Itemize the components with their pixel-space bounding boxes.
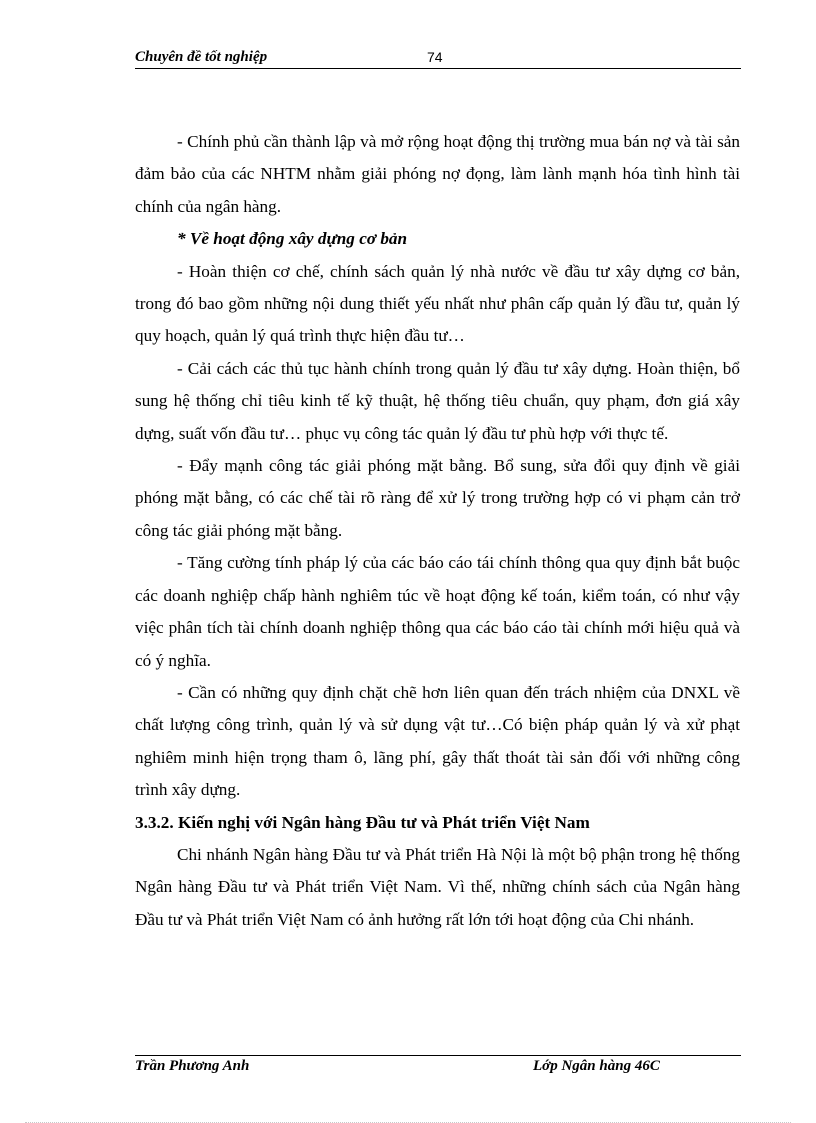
author-name: Trần Phương Anh	[135, 1058, 250, 1074]
class-name: Lớp Ngân hàng 46C	[533, 1058, 660, 1074]
page-footer	[135, 1055, 741, 1076]
paragraph: - Cần có những quy định chặt chẽ hơn liên quan đến trách nhiệm của DNXL về chất lượng công trình, quản lý và sử dụng vật tư…Có biện pháp quản lý và xử phạt nghiêm minh hiện trọng tham ô, lãng phí, gây thất thoát tài sản đối với những công trình xây dựng.	[135, 682, 740, 800]
paragraph: - Hoàn thiện cơ chế, chính sách quản lý nhà nước về đầu tư xây dựng cơ bản, trong đó bao gồm những nội dung thiết yếu nhất như phân cấp quản lý đầu tư, quản lý quy hoạch, quản lý quá trình thực hiện đầu tư…	[135, 261, 740, 346]
paragraph: Chi nhánh Ngân hàng Đầu tư và Phát triển Hà Nội là một bộ phận trong hệ thống Ngân hàng Đầu tư và Phát triển Việt Nam. Vì thế, những chính sách của Ngân hàng Đầu tư và Phát triển Việt Nam có ảnh hưởng rất lớn tới hoạt động của Chi nhánh.	[135, 844, 740, 929]
paragraph: - Đẩy mạnh công tác giải phóng mặt bằng. Bổ sung, sửa đổi quy định về giải phóng mặt bằng, có các chế tài rõ ràng để xử lý trong trường hợp có vi phạm cản trở công tác giải phóng mặt bằng.	[135, 456, 740, 540]
page-number: 74	[427, 49, 443, 65]
paragraph: - Cải cách các thủ tục hành chính trong quản lý đầu tư xây dựng. Hoàn thiện, bổ sung hệ thống chỉ tiêu kinh tế kỹ thuật, hệ thống tiêu chuẩn, quy phạm, đơn giá xây dựng, suất vốn đầu tư… phục vụ công tác quản lý đầu tư phù hợp với thực tế.	[135, 358, 740, 443]
paragraph: - Tăng cường tính pháp lý của các báo cáo tái chính thông qua quy định bắt buộc các doanh nghiệp chấp hành nghiêm túc về hoạt động kế toán, kiểm toán, có như vậy việc phân tích tài chính doanh nghiệp thông qua các báo cáo tài chính mới hiệu quả và có ý nghĩa.	[135, 553, 740, 670]
subheading: * Về hoạt động xây dựng cơ bản	[177, 229, 408, 249]
page-header	[135, 48, 741, 69]
paragraph: - Chính phủ cần thành lập và mở rộng hoạt động thị trường mua bán nợ và tài sản đảm bảo của các NHTM nhằm giải phóng nợ đọng, làm lành mạnh hóa tình hình tài chính của ngân hàng.	[135, 132, 740, 216]
body-text	[135, 126, 740, 936]
document-title: Chuyên đề tốt nghiệp	[135, 49, 268, 65]
section-heading: 3.3.2. Kiến nghị với Ngân hàng Đầu tư và Phát triển Việt Nam	[135, 812, 590, 832]
